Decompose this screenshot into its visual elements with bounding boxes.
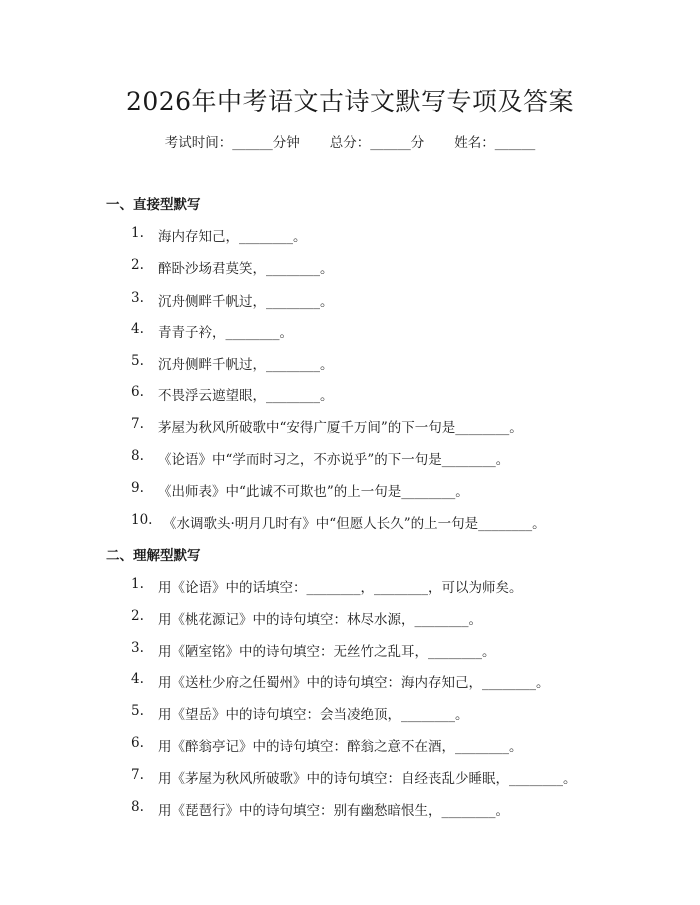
- item-text: 用《醉翁亭记》中的诗句填空：醉翁之意不在酒，________。: [158, 739, 523, 755]
- page-title: 2026年中考语文古诗文默写专项及答案: [125, 87, 575, 116]
- total-score-label: 总分：______分: [329, 135, 425, 151]
- item-number: 7.: [131, 416, 144, 432]
- name-label: 姓名：______: [454, 135, 536, 151]
- item-number: 7.: [131, 767, 144, 783]
- item-text: 《论语》中“学而时习之，不亦说乎”的下一句是________。: [158, 452, 510, 468]
- item-text: 海内存知己，________。: [158, 229, 307, 245]
- item-text: 沉舟侧畔千帆过，________。: [158, 294, 334, 310]
- item-text: 用《望岳》中的诗句填空：会当凌绝顶，________。: [158, 707, 469, 723]
- item-number: 9.: [131, 480, 144, 496]
- item-number: 5.: [131, 703, 144, 719]
- item-number: 6.: [131, 384, 144, 400]
- item-number: 2.: [131, 608, 144, 624]
- item-text: 不畏浮云遮望眼，________。: [158, 388, 334, 404]
- item-number: 6.: [131, 735, 144, 751]
- item-number: 1.: [131, 225, 144, 241]
- item-text: 用《陋室铭》中的诗句填空：无丝竹之乱耳，________。: [158, 644, 496, 660]
- item-number: 2.: [131, 257, 144, 273]
- item-text: 用《送杜少府之任蜀州》中的诗句填空：海内存知己，________。: [158, 675, 550, 691]
- item-number: 4.: [131, 671, 144, 687]
- item-text: 用《琵琶行》中的诗句填空：别有幽愁暗恨生，________。: [158, 803, 509, 819]
- item-text: 用《论语》中的话填空：________，________，可以为师矣。: [158, 580, 523, 596]
- item-number: 1.: [131, 576, 144, 592]
- item-number: 8.: [131, 799, 144, 815]
- item-number: 4.: [131, 321, 144, 337]
- item-number: 8.: [131, 448, 144, 464]
- item-text: 茅屋为秋风所破歌中“安得广厦千万间”的下一句是________。: [158, 420, 523, 436]
- item-text: 沉舟侧畔千帆过，________。: [158, 357, 334, 373]
- item-text: 醉卧沙场君莫笑，________。: [158, 261, 334, 277]
- item-text: 用《茅屋为秋风所破歌》中的诗句填空：自经丧乱少睡眠，________。: [158, 771, 577, 787]
- item-text: 《出师表》中“此诚不可欺也”的上一句是________。: [158, 484, 469, 500]
- item-text: 青青子衿，________。: [158, 325, 293, 341]
- exam-time-label: 考试时间：______分钟: [164, 135, 300, 151]
- item-number: 10.: [131, 512, 153, 528]
- section-heading-direct: 一、直接型默写: [106, 197, 201, 213]
- exam-info: [0, 131, 700, 151]
- item-text: 《水调歌头·明月几时有》中“但愿人长久”的上一句是________。: [163, 516, 546, 532]
- item-number: 3.: [131, 290, 144, 306]
- item-number: 5.: [131, 353, 144, 369]
- item-text: 用《桃花源记》中的诗句填空：林尽水源，________。: [158, 612, 482, 628]
- section-heading-comprehension: 二、理解型默写: [106, 548, 201, 564]
- item-number: 3.: [131, 640, 144, 656]
